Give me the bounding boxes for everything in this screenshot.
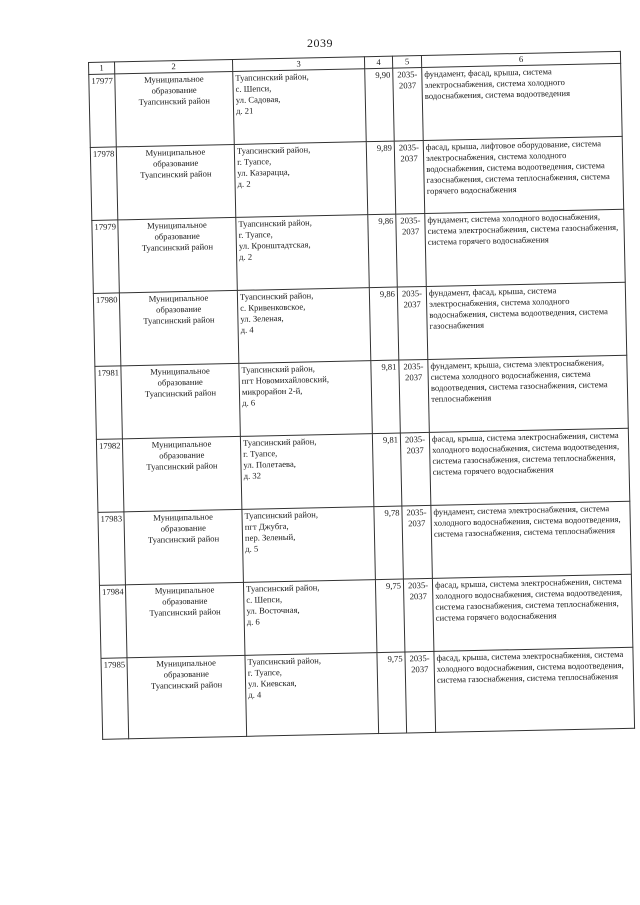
address-line: г. Туапсе, [243, 448, 278, 459]
works-text: фундамент, крыша, система электроснабжения, система холодного водоснабжения, система водоотведения, система газоснабжения, система теплоснабжения [430, 357, 608, 404]
period-cell [394, 140, 425, 214]
period-cell [402, 505, 433, 579]
table-row [96, 428, 629, 512]
area-value: 9,86 [378, 215, 394, 226]
address-line: д. 6 [242, 397, 256, 408]
works-text: фасад, крыша, система электроснабжения, система холодного водоснабжения, система водоотведения, система газоснабжения, система теплоснабжения [436, 648, 624, 685]
works-cell [425, 209, 625, 286]
period-line: 2035- [406, 507, 427, 518]
period-line: 2035- [400, 215, 421, 226]
period-line: 2037 [400, 153, 418, 164]
works-cell [428, 355, 628, 432]
address-line: д. 5 [245, 543, 259, 554]
address-line: микрорайон 2-й, [241, 385, 303, 397]
area-value: 9,75 [387, 653, 403, 664]
owner-cell [125, 582, 245, 657]
area-value: 9,75 [385, 580, 402, 591]
owner-line: образование [152, 157, 199, 169]
owner-line: образование [151, 84, 197, 96]
period-line: 2035- [397, 69, 418, 80]
owner-line: Туапсинский район [138, 95, 211, 107]
page-number: 2039 [307, 36, 333, 50]
address-line: д. 32 [243, 470, 262, 481]
owner-cell [119, 290, 239, 365]
address-cell [239, 361, 372, 437]
works-cell [422, 63, 622, 140]
address-line: Туапсинский район, [238, 217, 312, 229]
address-line: г. Туапсе, [237, 156, 272, 167]
area-cell [372, 433, 402, 507]
record-number-cell [96, 439, 124, 513]
record-number: 17984 [101, 586, 124, 597]
owner-cell [127, 655, 247, 738]
column-number: 6 [421, 51, 620, 67]
address-line: Туапсинский район, [247, 655, 322, 667]
address-line: Туапсинский район, [244, 509, 319, 521]
owner-line: Муниципальное [156, 657, 217, 669]
owner-line: Туапсинский район [147, 533, 220, 545]
works-cell [432, 574, 632, 651]
area-cell [366, 141, 396, 215]
area-cell [374, 506, 404, 580]
record-number-cell [92, 220, 120, 294]
column-number: 4 [364, 56, 392, 69]
period-line: 2035- [401, 288, 423, 299]
column-number: 5 [392, 56, 421, 69]
works-text: фасад, крыша, система электроснабжения, система холодного водоснабжения, система водоотведения, система газоснабжения, система теплоснабжения, система горячего водоснабжения [434, 575, 623, 623]
period-line: 2037 [401, 226, 420, 237]
address-line: ул. Зеленая, [240, 312, 284, 324]
period-cell [403, 578, 434, 652]
record-number-cell [90, 147, 118, 221]
record-number: 17983 [100, 513, 123, 524]
area-value: 9,78 [384, 507, 400, 518]
address-line: ул. Кронштадтская, [238, 239, 311, 251]
record-number-cell [89, 74, 117, 148]
address-line: с. Шепси, [235, 83, 272, 94]
column-number: 3 [232, 57, 364, 72]
record-number: 17979 [94, 221, 117, 232]
address-line: д. 4 [248, 689, 262, 700]
record-number-cell [93, 293, 121, 367]
record-number: 17985 [103, 659, 126, 670]
document-sheet [88, 51, 636, 840]
period-cell [396, 213, 427, 287]
registry-table [88, 51, 635, 740]
owner-cell [121, 363, 241, 438]
address-line: д. 2 [239, 251, 253, 262]
address-line: Туапсинский район, [239, 290, 314, 302]
area-cell [368, 214, 398, 288]
works-text: фундамент, фасад, крыша, система электроснабжения, система холодного водоснабжения, система водоотведения [424, 66, 571, 101]
works-cell [429, 428, 629, 505]
address-line: д. 4 [240, 324, 254, 335]
owner-cell [118, 217, 238, 292]
works-text: фундамент, система электроснабжения, система холодного водоснабжения, система водоотведения, система газоснабжения, система теплоснабжения [433, 503, 621, 539]
works-text: фундамент, фасад, крыша, система электроснабжения, система холодного водоснабжения, система водоотведения, система газоснабжения [428, 285, 608, 331]
table-row [90, 136, 623, 220]
period-line: 2037 [408, 518, 426, 529]
address-line: Туапсинский район, [236, 144, 311, 156]
works-cell [423, 136, 623, 213]
address-line: д. 6 [246, 616, 260, 627]
address-cell [237, 288, 370, 364]
period-cell [393, 68, 424, 142]
record-number: 17981 [97, 367, 120, 378]
area-value: 9,81 [382, 434, 399, 445]
column-number: 2 [115, 59, 233, 73]
record-number: 17982 [98, 440, 121, 451]
period-line: 2037 [411, 664, 429, 675]
area-cell [365, 68, 395, 142]
record-number: 17977 [91, 75, 113, 86]
period-line: 2035- [407, 579, 429, 591]
owner-line: Туапсинский район [144, 387, 217, 399]
period-line: 2035- [403, 361, 424, 372]
owner-cell [116, 144, 236, 219]
record-number-cell [95, 366, 123, 440]
period-line: 2037 [403, 299, 421, 310]
owner-line: Муниципальное [154, 584, 215, 596]
period-cell [405, 651, 436, 733]
owner-cell [115, 71, 235, 146]
table-row [98, 501, 631, 585]
area-cell [377, 652, 407, 734]
period-line: 2035- [409, 652, 430, 664]
record-number-cell [101, 658, 129, 740]
period-line: 2037 [404, 372, 423, 383]
table-row [101, 647, 635, 739]
works-text: фасад, крыша, система электроснабжения, система холодного водоснабжения, система водоотведения, система газоснабжения, система теплоснабжения, система горячего водоснабжения [431, 429, 620, 477]
record-number-cell [99, 585, 127, 659]
period-line: 2037 [398, 80, 417, 91]
address-cell [236, 215, 369, 291]
owner-line: образование [163, 668, 210, 680]
address-line: д. 21 [235, 105, 254, 116]
address-line: г. Туапсе, [247, 667, 282, 678]
table-row [99, 574, 632, 658]
address-line: пер. Зеленый, [244, 531, 296, 543]
address-cell [240, 434, 373, 510]
column-number: 1 [89, 62, 115, 75]
owner-line: образование [160, 522, 206, 534]
owner-line: Туапсинский район [140, 168, 212, 180]
record-number-cell [98, 512, 126, 586]
works-cell [431, 501, 631, 578]
owner-cell [124, 509, 244, 584]
area-cell [371, 360, 401, 434]
record-number: 17978 [92, 148, 115, 159]
address-line: с. Шепси, [246, 594, 283, 605]
owner-line: Туапсинский район [141, 241, 214, 253]
owner-line: Муниципальное [148, 292, 209, 304]
area-value: 9,86 [379, 288, 396, 299]
owner-line: Муниципальное [150, 365, 210, 377]
area-value: 9,89 [376, 142, 392, 153]
owner-line: Туапсинский район [149, 606, 221, 618]
owner-line: Муниципальное [145, 146, 206, 158]
address-line: д. 2 [237, 178, 251, 189]
address-line: пгт Джубга, [244, 520, 289, 532]
owner-line: образование [162, 595, 208, 607]
table-row [89, 63, 622, 147]
period-line: 2037 [406, 445, 424, 456]
owner-cell [122, 436, 242, 511]
period-cell [397, 286, 428, 360]
area-cell [369, 287, 399, 361]
owner-line: Муниципальное [151, 438, 212, 450]
address-line: Туапсинский район, [242, 436, 317, 448]
address-line: с. Кривенковское, [240, 301, 306, 313]
period-line: 2037 [409, 591, 427, 602]
period-line: 2035- [398, 142, 419, 153]
works-text: фасад, крыша, лифтовое оборудование, система электроснабжения, система холодного водоснабжения, система водоотведения, система газоснабжения, система теплоснабжения, система горячего водоснабжения [425, 138, 610, 196]
owner-line: Туапсинский район [146, 460, 218, 472]
owner-line: образование [159, 449, 205, 461]
works-text: фундамент, система холодного водоснабжения, система электроснабжения, система газоснабжения, система горячего водоснабжения [427, 211, 619, 247]
record-number: 17980 [95, 294, 118, 305]
owner-line: Туапсинский район [150, 679, 223, 691]
address-line: ул. Казарацца, [237, 166, 290, 178]
owner-line: Муниципальное [147, 219, 207, 231]
address-line: пгт Новомихайловский, [241, 374, 330, 386]
area-value: 9,81 [381, 361, 397, 372]
address-line: г. Туапсе, [238, 229, 273, 240]
address-line: ул. Восточная, [246, 604, 300, 616]
table-row [92, 209, 625, 293]
address-line: ул. Садовая, [235, 93, 281, 105]
period-line: 2035- [404, 434, 426, 445]
address-cell [242, 507, 375, 583]
address-line: Туапсинский район, [245, 582, 320, 594]
owner-line: образование [154, 230, 200, 242]
owner-line: Муниципальное [143, 73, 204, 85]
owner-line: Туапсинский район [143, 314, 215, 326]
works-cell [434, 647, 635, 732]
owner-line: образование [157, 376, 203, 388]
table-row [95, 355, 628, 439]
area-value: 9,90 [375, 69, 391, 80]
address-line: ул. Киевская, [247, 677, 297, 689]
address-line: Туапсинский район, [241, 363, 315, 375]
address-line: ул. Полетаева, [243, 458, 296, 470]
period-cell [400, 432, 431, 506]
works-cell [426, 282, 626, 359]
address-line: Туапсинский район, [235, 71, 309, 83]
owner-line: Муниципальное [153, 511, 213, 523]
address-cell [243, 580, 376, 656]
table-row [93, 282, 626, 366]
address-cell [233, 69, 366, 145]
address-cell [234, 142, 367, 218]
period-cell [399, 359, 430, 433]
address-cell [245, 653, 379, 737]
owner-line: образование [155, 303, 202, 315]
area-cell [375, 579, 405, 653]
